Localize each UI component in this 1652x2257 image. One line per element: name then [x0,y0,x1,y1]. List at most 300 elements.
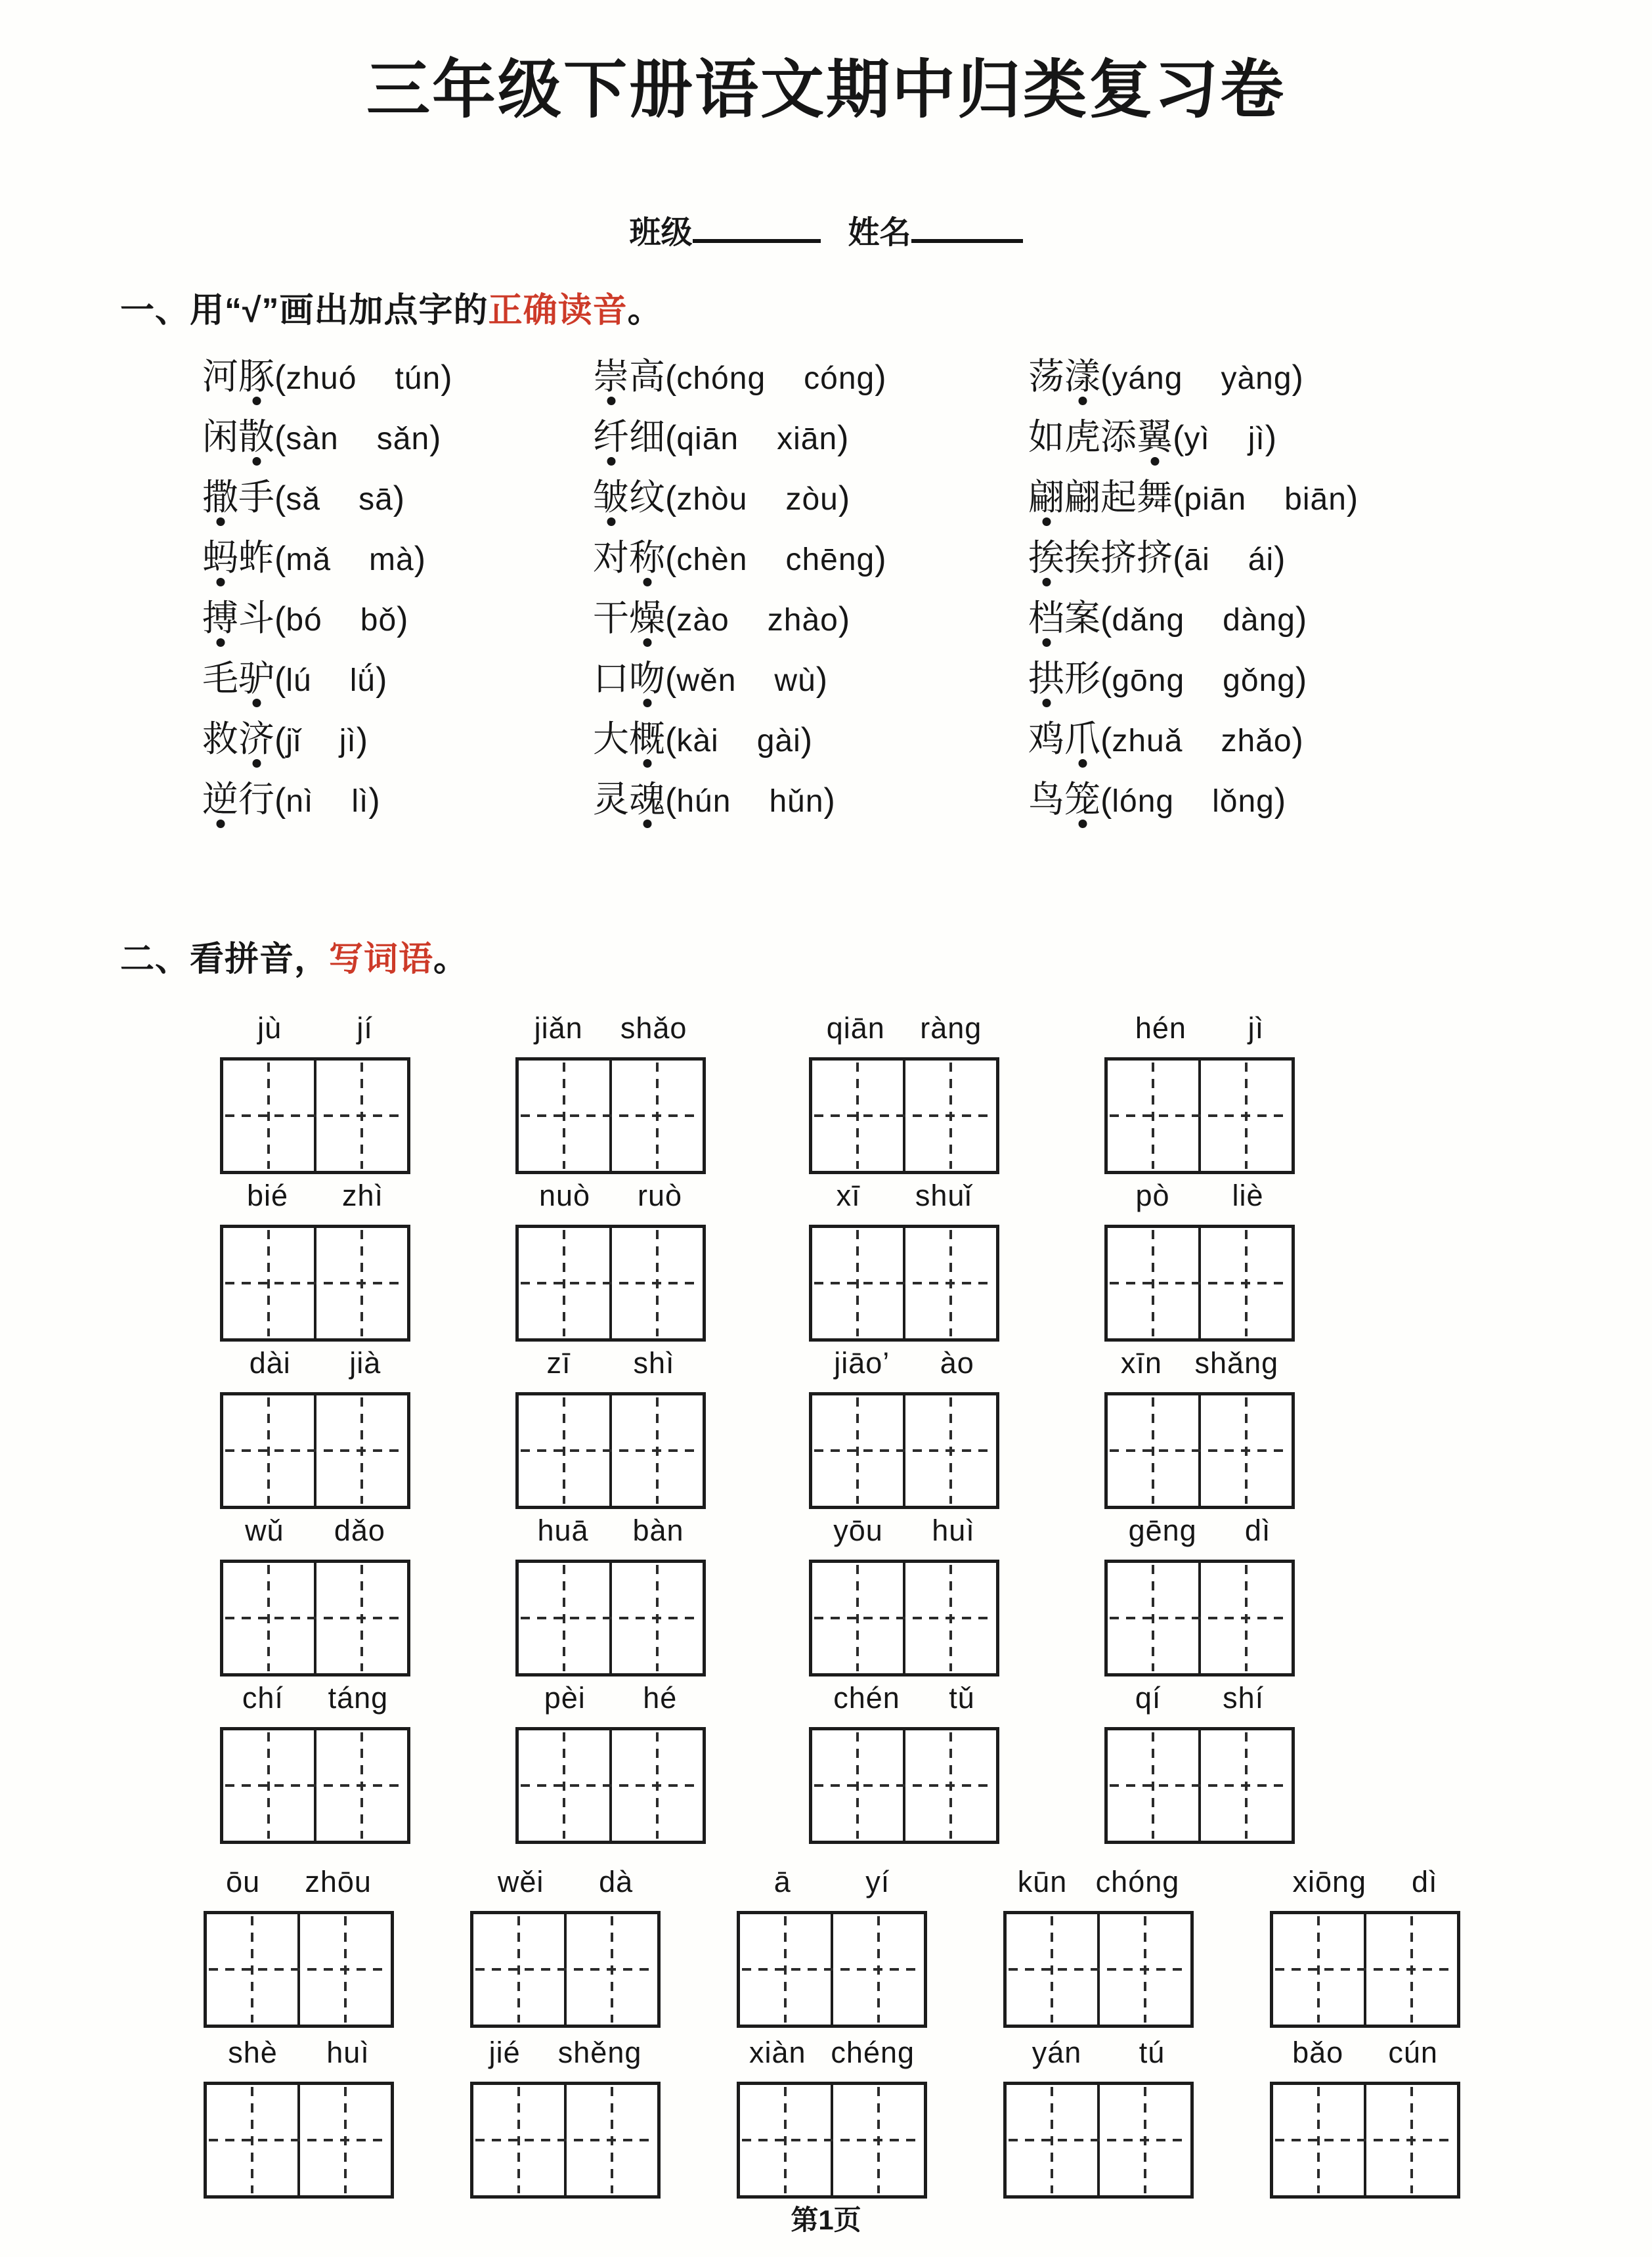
hanzi-char: 案 [1064,598,1101,638]
pinyin-option[interactable]: sā [359,482,393,517]
writing-grid [515,1727,706,1844]
pinyin-option[interactable]: yáng [1112,361,1183,396]
section2-heading-red: 写词语 [329,940,434,978]
hanzi-char: 档 [1028,598,1065,638]
writing-cell[interactable] [609,1061,703,1171]
pinyin-syllable: qiān [826,1011,885,1045]
pinyin-option[interactable]: bǒ [360,603,397,638]
writing-cell[interactable] [609,1228,703,1338]
pinyin-syllable: xī [836,1179,861,1212]
word-writing-block [204,1865,394,2028]
pinyin-option[interactable]: zào [676,603,729,638]
pinyin-syllable: dì [1244,1514,1271,1547]
close-paren: ) [1292,359,1303,397]
pinyin-syllable: ràng [920,1011,982,1045]
writing-cell[interactable] [1108,1730,1198,1841]
word-writing-block [515,1514,706,1676]
writing-cell[interactable] [297,1914,391,2025]
close-paren: ) [441,359,452,397]
writing-cell[interactable] [564,1914,657,2025]
writing-cell[interactable] [1198,1061,1292,1171]
writing-grid [1104,1225,1295,1342]
writing-cell[interactable] [223,1228,314,1338]
writing-cell[interactable] [903,1061,996,1171]
hanzi-char: 河 [202,356,239,397]
name-blank-field[interactable] [911,213,1023,243]
open-paren: ( [665,540,677,578]
pinyin-option[interactable]: yàng [1221,361,1292,396]
writing-grid [1104,1392,1295,1509]
pinyin-syllable: jì [1248,1011,1265,1045]
writing-cell[interactable] [1007,1914,1097,2025]
close-paren: ) [429,419,441,457]
hanzi-char: 逆 [202,779,239,820]
pinyin-label [1270,1865,1460,1903]
pinyin-option[interactable]: zhòu [676,482,748,517]
word-writing-block [1270,1865,1460,2028]
close-paren: ) [1295,661,1307,699]
writing-cell[interactable] [903,1730,996,1841]
writing-grid [809,1560,999,1676]
hanzi-char: 蚱 [238,537,275,578]
writing-cell[interactable] [1198,1228,1292,1338]
writing-cell[interactable] [1198,1563,1292,1673]
writing-cell[interactable] [297,2085,391,2195]
writing-grid [1003,2082,1194,2199]
pinyin-syllable: yán [1032,2036,1082,2069]
word-item [593,477,1028,537]
pinyin-word-row [0,2036,1652,2200]
open-paren: ( [1173,419,1185,457]
section2-heading [120,931,468,980]
writing-grid [1104,1057,1295,1174]
writing-cell[interactable] [1364,1914,1457,2025]
pinyin-option[interactable]: lǘ [349,663,376,698]
close-paren: ) [815,661,828,699]
writing-cell[interactable] [1108,1395,1198,1506]
writing-grid [220,1727,410,1844]
writing-cell[interactable] [1007,2085,1097,2195]
close-paren: ) [875,359,886,397]
hanzi-char: 吻 [629,658,666,699]
open-paren: ( [665,419,677,457]
pinyin-syllable: jù [257,1011,282,1045]
writing-cell[interactable] [519,1563,609,1673]
pinyin-syllable: zhōu [305,1865,372,1898]
pinyin-syllable: pò [1135,1179,1170,1212]
hanzi-char: 翼 [1137,416,1173,457]
pinyin-option[interactable]: zhuǎ [1112,724,1183,758]
hanzi-char: 细 [629,416,666,457]
close-paren: ) [838,479,850,517]
writing-cell[interactable] [473,1914,564,2025]
word-text [593,537,665,578]
open-paren: ( [1100,781,1112,820]
writing-cell[interactable] [207,2085,297,2195]
writing-cell[interactable] [223,1563,314,1673]
pinyin-option[interactable]: sǎ [286,482,321,517]
writing-cell[interactable] [609,1730,703,1841]
word-item [202,356,593,416]
word-item [593,537,1028,598]
pinyin-option[interactable]: jì [339,724,357,758]
pinyin-option[interactable]: nì [286,784,314,819]
writing-cell[interactable] [831,2085,924,2195]
writing-cell[interactable] [740,1914,831,2025]
pinyin-label [515,1011,706,1049]
open-paren: ( [665,359,677,397]
pinyin-option[interactable]: wěn [676,663,737,698]
open-paren: ( [1173,479,1185,517]
word-text [593,718,665,759]
word-writing-block [220,1346,410,1509]
pinyin-syllable: shè [228,2036,278,2069]
pinyin-option[interactable]: jǐ [286,724,301,758]
open-paren: ( [274,479,286,517]
hanzi-char: 干 [593,598,630,638]
open-paren: ( [274,661,286,699]
writing-grid [515,1392,706,1509]
writing-grid [470,1911,661,2028]
close-paren: ) [1265,419,1277,457]
pinyin-option[interactable]: lì [351,784,369,819]
writing-cell[interactable] [1273,1914,1364,2025]
pinyin-option[interactable]: yì [1184,422,1210,456]
writing-cell[interactable] [609,1563,703,1673]
writing-cell[interactable] [1273,2085,1364,2195]
writing-grid [1104,1560,1295,1676]
hanzi-char: 鸟 [1028,779,1065,820]
pinyin-label [220,1346,410,1384]
writing-cell[interactable] [1108,1061,1198,1171]
word-item [202,779,593,839]
pinyin-option[interactable]: hún [676,784,731,819]
word-writing-block [220,1681,410,1844]
word-text [593,779,665,820]
hanzi-char: 漾 [1064,356,1101,397]
pinyin-syllable: shǎng [1194,1346,1279,1380]
pinyin-option[interactable]: ái [1248,542,1274,577]
word-writing-block [515,1681,706,1844]
pinyin-label [1104,1681,1295,1719]
hanzi-char: 拱 [1028,658,1065,699]
writing-cell[interactable] [1097,2085,1190,2195]
writing-grid [204,1911,394,2028]
open-paren: ( [665,479,677,517]
pinyin-syllable: xīn [1120,1346,1162,1380]
word-writing-block [515,1179,706,1342]
word-writing-block [1270,2036,1460,2199]
hanzi-char: 挨 [1064,537,1101,578]
writing-cell[interactable] [609,1395,703,1506]
close-paren: ) [1295,600,1307,638]
hanzi-char: 行 [238,779,275,820]
word-text [1028,718,1100,759]
hanzi-char: 挤 [1100,537,1137,578]
pinyin-label [470,1865,661,1903]
writing-cell[interactable] [903,1228,996,1338]
word-writing-block [809,1346,999,1509]
close-paren: ) [823,781,835,820]
pinyin-option[interactable]: lú [286,663,312,698]
section1-heading-red: 正确读音 [488,292,628,330]
writing-cell[interactable] [812,1730,903,1841]
close-paren: ) [875,540,886,578]
word-writing-block [809,1179,999,1342]
pinyin-label [220,1681,410,1719]
writing-cell[interactable] [1198,1730,1292,1841]
word-writing-block [1003,1865,1194,2028]
word-item [593,356,1028,416]
section2-heading-period: 。 [433,940,469,978]
writing-cell[interactable] [519,1228,609,1338]
pinyin-option[interactable]: chèn [676,542,748,577]
pinyin-label [1003,2036,1194,2074]
pinyin-option[interactable]: hǔn [769,784,824,819]
pinyin-syllable: kūn [1017,1865,1068,1898]
pinyin-syllable: zī [546,1346,571,1380]
section1-number: 一、 [120,292,190,330]
pinyin-option[interactable]: chēng [785,542,875,577]
writing-grid [515,1560,706,1676]
open-paren: ( [274,540,286,578]
pinyin-syllable: liè [1232,1179,1264,1212]
writing-grid [737,1911,927,2028]
close-paren: ) [1274,781,1286,820]
hanzi-char: 起 [1100,477,1137,517]
hanzi-char: 闲 [202,416,239,457]
word-writing-block [1104,1179,1295,1342]
hanzi-char: 灵 [593,779,630,820]
pinyin-word-row [0,1179,1652,1343]
pinyin-option[interactable]: xiān [777,422,838,456]
pinyin-syllable: wǔ [245,1514,284,1547]
pinyin-syllable: jié [489,2036,521,2069]
writing-cell[interactable] [314,1395,407,1506]
section2-number: 二、 [120,940,190,978]
word-item [202,537,593,598]
writing-cell[interactable] [1198,1395,1292,1506]
word-text [1028,356,1100,397]
writing-grid [470,2082,661,2199]
hanzi-char: 手 [238,477,275,517]
hanzi-char: 翩 [1064,477,1101,517]
pinyin-option[interactable]: kài [676,724,719,758]
word-writing-block [1104,1514,1295,1676]
writing-cell[interactable] [223,1730,314,1841]
word-writing-block [1104,1681,1295,1844]
writing-cell[interactable] [812,1395,903,1506]
word-text [593,416,665,457]
pinyin-syllable: nuò [538,1179,591,1212]
hanzi-char: 散 [238,416,275,457]
writing-cell[interactable] [903,1395,996,1506]
pinyin-option[interactable]: bó [286,603,322,638]
writing-cell[interactable] [740,2085,831,2195]
pinyin-option[interactable]: sǎn [376,422,430,456]
pinyin-syllable: jí [357,1011,373,1045]
word-writing-block [204,2036,394,2199]
pinyin-syllable: dà [599,1865,634,1898]
pinyin-syllable: wěi [497,1865,544,1898]
writing-cell[interactable] [314,1563,407,1673]
open-paren: ( [665,661,677,699]
word-item [202,718,593,779]
open-paren: ( [1100,600,1112,638]
pinyin-option[interactable]: dǎng [1112,603,1185,638]
word-writing-block [220,1514,410,1676]
pinyin-syllable: qí [1135,1681,1162,1715]
pinyin-label [737,2036,927,2074]
writing-cell[interactable] [1108,1563,1198,1673]
hanzi-char: 虎 [1064,416,1101,457]
word-text [1028,537,1173,578]
hanzi-char: 添 [1100,416,1137,457]
writing-cell[interactable] [903,1563,996,1673]
pinyin-option[interactable]: gōng [1112,663,1185,698]
writing-cell[interactable] [519,1730,609,1841]
writing-cell[interactable] [314,1730,407,1841]
word-writing-block [1003,2036,1194,2199]
pinyin-syllable: shì [633,1346,675,1380]
writing-cell[interactable] [473,2085,564,2195]
pinyin-option[interactable]: gài [756,724,801,758]
hanzi-char: 大 [593,718,630,759]
pinyin-option[interactable]: tún [395,361,441,396]
hanzi-char: 驴 [238,658,275,699]
writing-cell[interactable] [223,1395,314,1506]
open-paren: ( [1173,540,1185,578]
writing-cell[interactable] [812,1061,903,1171]
writing-cell[interactable] [223,1061,314,1171]
pinyin-syllable: dài [249,1346,291,1380]
hanzi-char: 称 [629,537,666,578]
writing-cell[interactable] [812,1563,903,1673]
pinyin-syllable: jiǎn [534,1011,583,1045]
writing-cell[interactable] [207,1914,297,2025]
hanzi-char: 概 [629,718,666,759]
word-writing-block [515,1011,706,1174]
pinyin-syllable: chí [242,1681,284,1715]
pinyin-option[interactable]: sàn [286,422,339,456]
pinyin-label [220,1011,410,1049]
writing-cell[interactable] [314,1061,407,1171]
open-paren: ( [665,781,677,820]
pinyin-syllable: ruò [637,1179,683,1212]
pinyin-option[interactable]: biān [1284,482,1347,517]
pinyin-syllable: dì [1411,1865,1438,1898]
pinyin-option[interactable]: zhào [767,603,838,638]
pinyin-option[interactable]: piān [1184,482,1247,517]
writing-grid [809,1727,999,1844]
word-writing-block [809,1681,999,1844]
writing-cell[interactable] [1364,2085,1457,2195]
name-label: 姓名 [848,215,911,250]
pinyin-label [1003,1865,1194,1903]
open-paren: ( [274,600,286,638]
pinyin-syllable: ā [773,1865,791,1898]
hanzi-char: 舞 [1137,477,1173,517]
close-paren: ) [838,600,850,638]
hanzi-char: 如 [1028,416,1065,457]
pinyin-label [515,1514,706,1552]
word-item [1028,779,1455,839]
pinyin-option[interactable]: zhuó [286,361,357,396]
writing-cell[interactable] [1097,1914,1190,2025]
pinyin-label [220,1179,410,1217]
word-item [593,416,1028,477]
pinyin-option[interactable]: lóng [1112,784,1175,819]
close-paren: ) [800,721,813,759]
pinyin-label [470,2036,661,2074]
word-writing-block [737,2036,927,2199]
pinyin-option[interactable]: jì [1248,422,1265,456]
pinyin-label [1104,1011,1295,1049]
word-writing-block [220,1011,410,1174]
writing-grid [809,1392,999,1509]
hanzi-char: 挤 [1137,537,1173,578]
writing-cell[interactable] [812,1228,903,1338]
pinyin-syllable: huì [932,1514,975,1547]
pinyin-syllable: táng [328,1681,389,1715]
writing-cell[interactable] [519,1395,609,1506]
pinyin-syllable: tú [1139,2036,1165,2069]
hanzi-char: 毛 [202,658,239,699]
pinyin-option[interactable]: cóng [804,361,875,396]
close-paren: ) [376,661,387,699]
pinyin-option[interactable]: āi [1184,542,1210,577]
word-item [1028,416,1455,477]
pinyin-option[interactable]: wù [774,663,816,698]
pinyin-option[interactable]: chóng [676,361,766,396]
pinyin-label [1270,2036,1460,2074]
close-paren: ) [1346,479,1359,517]
hanzi-char: 撒 [202,477,239,517]
section1-heading-period: 。 [627,292,663,330]
pinyin-option[interactable]: mǎ [286,542,332,577]
word-item [1028,356,1455,416]
pinyin-option[interactable]: zhǎo [1221,724,1292,758]
pinyin-syllable: shǎo [620,1011,687,1045]
writing-cell[interactable] [831,1914,924,2025]
close-paren: ) [1292,721,1303,759]
pinyin-syllable: gēng [1128,1514,1197,1547]
pinyin-word-row [0,1514,1652,1678]
word-text [202,537,274,578]
hanzi-char: 挨 [1028,537,1065,578]
pinyin-word-row [0,1346,1652,1510]
word-writing-block [1104,1346,1295,1509]
pinyin-option[interactable]: mà [369,542,414,577]
word-writing-block [737,1865,927,2028]
word-item [1028,598,1455,658]
pinyin-option[interactable]: gǒng [1223,663,1295,698]
pinyin-option[interactable]: dàng [1223,603,1295,638]
pinyin-option[interactable]: lǒng [1212,784,1274,819]
writing-grid [737,2082,927,2199]
writing-cell[interactable] [564,2085,657,2195]
class-blank-field[interactable] [693,213,821,243]
open-paren: ( [274,359,286,397]
word-text [593,356,665,397]
pinyin-syllable: jiāo’ [834,1346,890,1380]
writing-cell[interactable] [314,1228,407,1338]
pinyin-label [1104,1179,1295,1217]
pinyin-option[interactable]: qiān [676,422,739,456]
pinyin-option[interactable]: zòu [785,482,838,517]
writing-cell[interactable] [1108,1228,1198,1338]
writing-cell[interactable] [519,1061,609,1171]
